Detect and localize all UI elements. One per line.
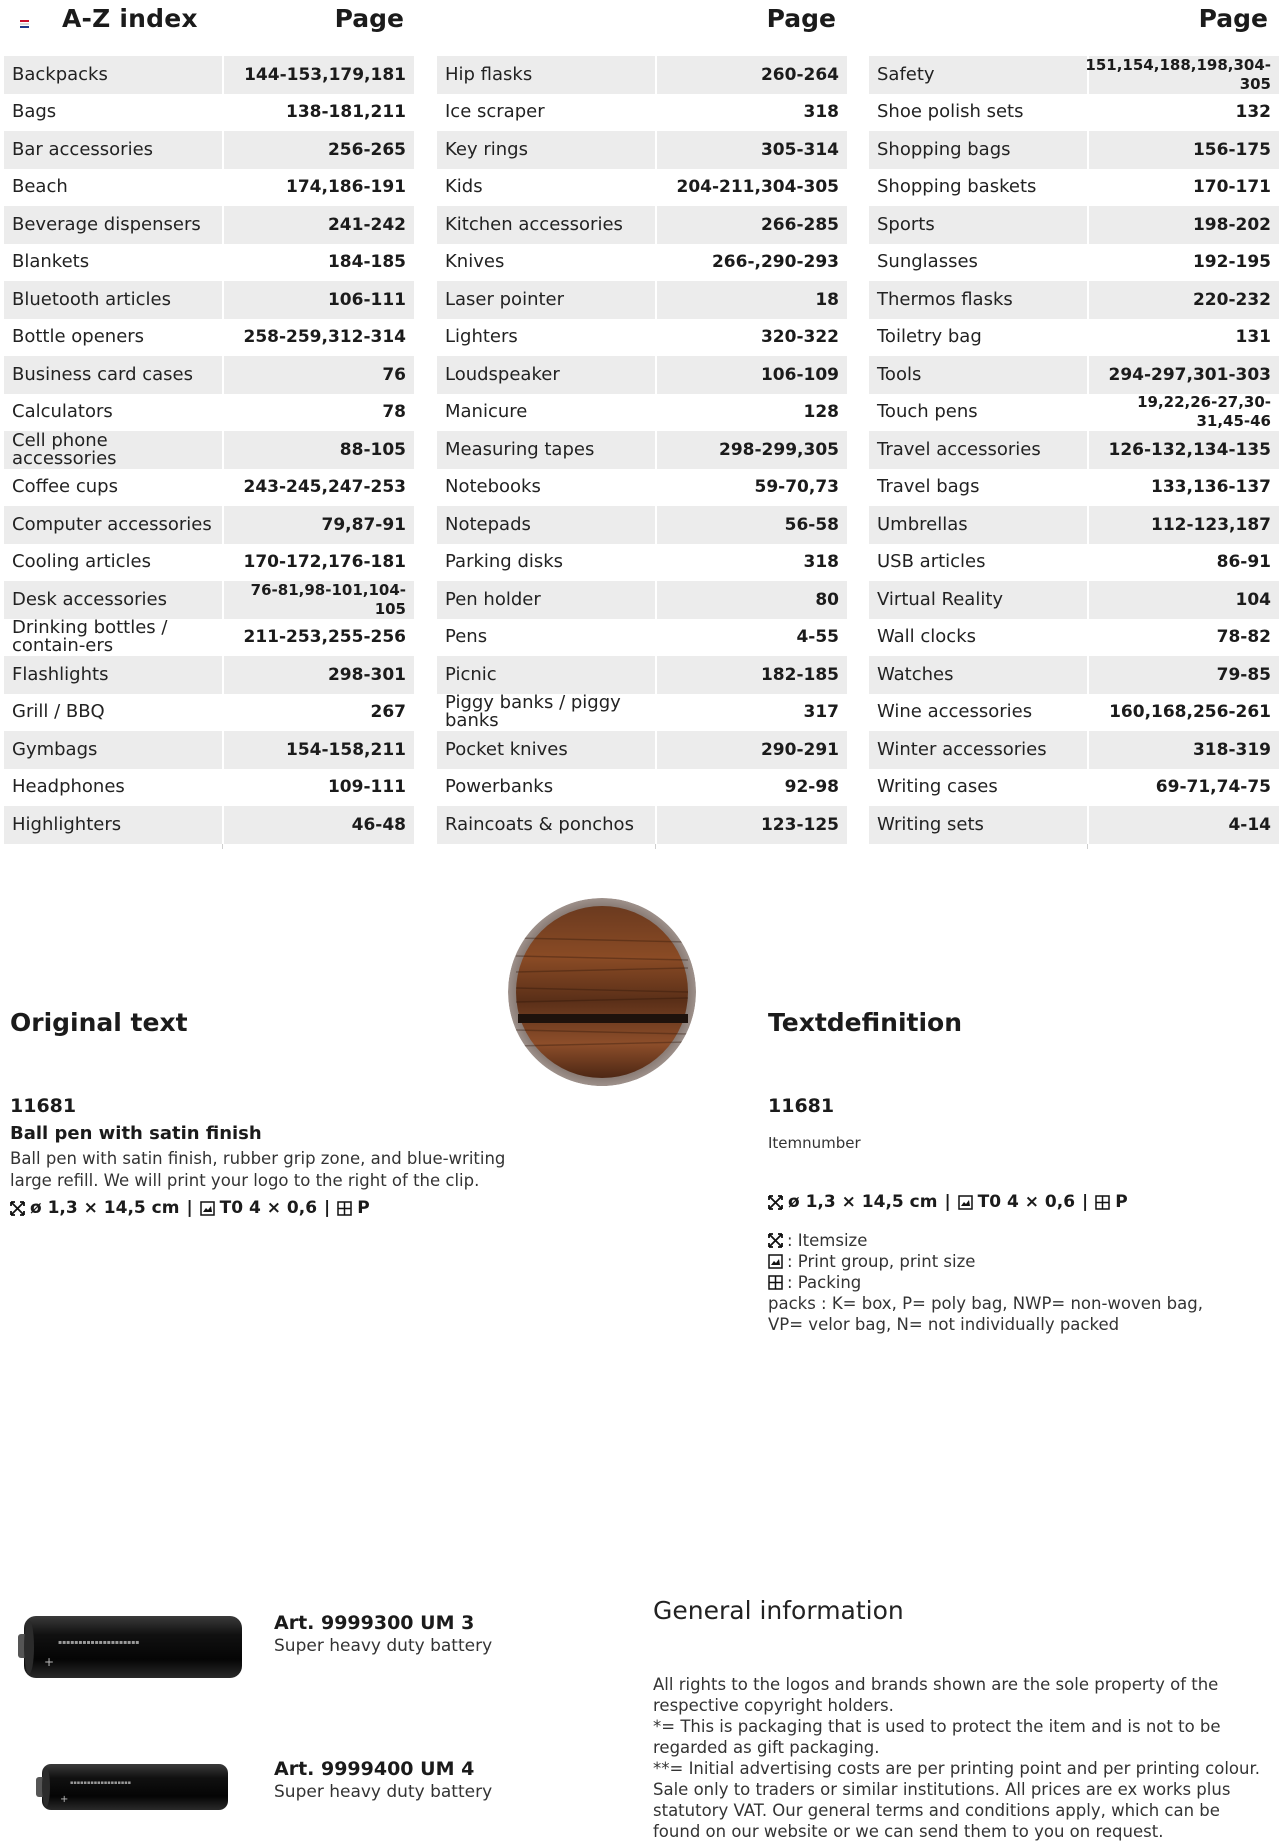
index-entry-name: Parking disks (445, 551, 564, 573)
index-entry-page: 151,154,188,198,304-305 (1085, 55, 1271, 93)
index-row (437, 694, 847, 732)
index-row (437, 356, 847, 394)
index-entry-name: Travel accessories (877, 438, 1041, 460)
index-row (437, 56, 847, 94)
index-row (869, 244, 1279, 282)
index-row (4, 806, 414, 844)
index-row (4, 656, 414, 694)
legend-packing-text: : Packing (787, 1273, 862, 1292)
index-entry-name: Pen holder (445, 588, 541, 610)
index-entry-page: 182-185 (760, 664, 839, 685)
original-text-title: Original text (10, 1008, 188, 1037)
index-entry-page: 156-175 (1192, 139, 1271, 160)
index-title: A-Z index (62, 4, 198, 33)
index-entry-name: Notebooks (445, 476, 541, 498)
index-row (4, 694, 414, 732)
general-info-line-1: All rights to the logos and brands shown are the sole property of the respective copyright holders. (653, 1675, 1219, 1715)
index-entry-name: Writing cases (877, 776, 998, 798)
packing-icon (337, 1201, 352, 1216)
index-row (869, 356, 1279, 394)
index-row (869, 169, 1279, 207)
packing-icon (1095, 1195, 1110, 1210)
index-entry-page: 112-123,187 (1151, 514, 1271, 535)
index-entry-name: Ice scraper (445, 101, 545, 123)
index-entry-page: 4-14 (1228, 814, 1271, 835)
index-entry-name: Business card cases (12, 363, 194, 385)
index-row (869, 431, 1279, 469)
index-entry-page: 56-58 (784, 514, 839, 535)
index-row (437, 806, 847, 844)
index-entry-page: 192-195 (1192, 252, 1271, 273)
index-row (437, 581, 847, 619)
index-entry-page: 76-81,98-101,104-105 (250, 580, 406, 618)
original-item-description: Ball pen with satin finish, rubber grip zone, and blue-writing large refill. We will print your logo to the right of the clip. (10, 1149, 506, 1190)
index-entry-name: Winter accessories (877, 738, 1047, 760)
item-size-icon (768, 1233, 783, 1248)
index-entry-page: 78-82 (1216, 627, 1271, 648)
index-column-1 (4, 56, 414, 844)
index-row (869, 694, 1279, 732)
index-entry-page: 260-264 (760, 64, 839, 85)
index-entry-page: 138-181,211 (286, 102, 406, 123)
index-entry-name: Piggy banks / piggy banks (445, 692, 621, 732)
index-row (869, 206, 1279, 244)
general-information-title: General information (653, 1596, 904, 1625)
index-entry-page: 79-85 (1216, 664, 1271, 685)
index-entry-name: Kids (445, 176, 483, 198)
index-row (437, 319, 847, 357)
index-row (869, 394, 1279, 432)
index-row (4, 544, 414, 582)
legend-itemsize (768, 1230, 1203, 1251)
index-row (869, 656, 1279, 694)
index-entry-page: 133,136-137 (1151, 477, 1271, 498)
index-row (437, 94, 847, 132)
general-information-text (653, 1674, 1263, 1842)
index-entry-page: 320-322 (760, 327, 839, 348)
index-row (437, 244, 847, 282)
index-entry-name: Shopping bags (877, 138, 1011, 160)
flag-icon (20, 20, 29, 28)
index-entry-page: 131 (1235, 327, 1271, 348)
index-row (437, 394, 847, 432)
index-entry-page: 298-301 (327, 664, 406, 685)
legend-packing (768, 1272, 1203, 1293)
index-row (4, 506, 414, 544)
index-entry-page: 104 (1235, 589, 1271, 610)
index-entry-name: Toiletry bag (877, 326, 982, 348)
item-size-icon (10, 1201, 25, 1216)
pen-detail-image (508, 898, 696, 1086)
index-column-3 (869, 56, 1279, 844)
index-row (437, 544, 847, 582)
index-entry-page: 211-253,255-256 (243, 627, 406, 648)
index-entry-page: 267 (370, 702, 406, 723)
index-entry-name: Beverage dispensers (12, 213, 201, 235)
index-entry-name: Computer accessories (12, 513, 212, 535)
legend-print (768, 1251, 1203, 1272)
index-row (4, 319, 414, 357)
battery-aaa-art-no: Art. 9999400 (274, 1758, 414, 1780)
index-row (869, 56, 1279, 94)
index-entry-name: Backpacks (12, 63, 108, 85)
index-entry-page: 160,168,256-261 (1109, 702, 1271, 723)
general-info-line-3: **= Initial advertising costs are per printing point and per printing colour. (653, 1759, 1260, 1778)
index-row (869, 581, 1279, 619)
index-row (869, 769, 1279, 807)
index-entry-name: Desk accessories (12, 588, 167, 610)
index-entry-page: 154-158,211 (286, 739, 406, 760)
index-row (437, 169, 847, 207)
index-entry-page: 266-,290-293 (711, 252, 839, 273)
index-entry-page: 318-319 (1192, 739, 1271, 760)
index-entry-name: Travel bags (877, 476, 980, 498)
index-row (437, 506, 847, 544)
index-entry-name: Knives (445, 251, 505, 273)
spec-legend (768, 1230, 1203, 1335)
index-row (4, 356, 414, 394)
index-entry-name: Powerbanks (445, 776, 554, 798)
index-entry-page: 106-109 (760, 364, 839, 385)
index-row (437, 619, 847, 657)
index-entry-page: 106-111 (327, 289, 406, 310)
index-row (437, 281, 847, 319)
original-pack-value: P (357, 1198, 370, 1218)
index-row (437, 431, 847, 469)
battery-aa-um: UM 3 (420, 1612, 475, 1634)
index-entry-name: Writing sets (877, 813, 984, 835)
page-heading-col2: Page (766, 4, 836, 33)
original-item-name: Ball pen with satin finish (10, 1123, 262, 1144)
page-heading-col3: Page (1198, 4, 1268, 33)
index-row (4, 394, 414, 432)
definition-item-number: 11681 (768, 1095, 835, 1117)
itemnumber-label: Itemnumber (768, 1134, 861, 1152)
index-entry-page: 86-91 (1216, 552, 1271, 573)
legend-itemsize-text: : Itemsize (787, 1231, 868, 1250)
index-row (869, 319, 1279, 357)
index-entry-page: 79,87-91 (321, 514, 406, 535)
index-row (869, 94, 1279, 132)
index-entry-name: Laser pointer (445, 288, 565, 310)
index-entry-name: Safety (877, 63, 935, 85)
index-entry-name: Calculators (12, 401, 113, 423)
print-group-icon (958, 1195, 973, 1210)
index-entry-page: 123-125 (760, 814, 839, 835)
index-entry-page: 170-171 (1192, 177, 1271, 198)
index-entry-page: 318 (803, 552, 839, 573)
definition-print-value: T0 4 × 0,6 (977, 1192, 1076, 1212)
index-entry-page: 305-314 (760, 139, 839, 160)
index-entry-page: 294-297,301-303 (1108, 364, 1271, 385)
textdefinition-title: Textdefinition (768, 1008, 963, 1037)
index-row (4, 769, 414, 807)
index-entry-page: 290-291 (760, 739, 839, 760)
index-entry-name: Pocket knives (445, 738, 568, 760)
index-entry-name: Tools (877, 363, 922, 385)
index-entry-page: 198-202 (1192, 214, 1271, 235)
index-entry-name: Highlighters (12, 813, 122, 835)
battery-aa-article (274, 1612, 474, 1634)
index-entry-name: Bluetooth articles (12, 288, 171, 310)
packing-icon (768, 1275, 783, 1290)
index-entry-page: 18 (815, 289, 839, 310)
index-entry-name: Sunglasses (877, 251, 978, 273)
item-size-icon (768, 1195, 783, 1210)
index-header (0, 0, 1280, 48)
index-entry-name: Picnic (445, 663, 497, 685)
separator: | (324, 1198, 331, 1218)
definition-spec-line (768, 1192, 1128, 1212)
index-entry-name: Flashlights (12, 663, 109, 685)
index-entry-name: Hip flasks (445, 63, 533, 85)
index-entry-name: Bags (12, 101, 57, 123)
index-entry-page: 128 (803, 402, 839, 423)
print-group-icon (200, 1201, 215, 1216)
packs-line-1: packs : K= box, P= poly bag, NWP= non-woven bag, (768, 1294, 1203, 1313)
index-entry-page: 46-48 (351, 814, 406, 835)
index-row (437, 769, 847, 807)
index-row (437, 206, 847, 244)
index-entry-name: Raincoats & ponchos (445, 813, 634, 835)
index-entry-page: 144-153,179,181 (244, 64, 406, 85)
index-entry-name: Coffee cups (12, 476, 118, 498)
index-row (4, 131, 414, 169)
battery-aaa-um: UM 4 (420, 1758, 475, 1780)
battery-aaa-image (36, 1762, 232, 1816)
index-entry-page: 317 (803, 702, 839, 723)
index-entry-page: 132 (1235, 102, 1271, 123)
index-entry-page: 78 (382, 402, 406, 423)
index-entry-name: Wall clocks (877, 626, 977, 648)
index-entry-page: 80 (815, 589, 839, 610)
index-entry-name: Thermos flasks (877, 288, 1013, 310)
index-entry-name: Wine accessories (877, 701, 1033, 723)
index-entry-page: 184-185 (327, 252, 406, 273)
index-entry-name: Headphones (12, 776, 125, 798)
index-row (437, 731, 847, 769)
index-entry-page: 266-285 (760, 214, 839, 235)
index-entry-name: Sports (877, 213, 935, 235)
index-entry-name: Lighters (445, 326, 518, 348)
index-entry-name: Umbrellas (877, 513, 968, 535)
index-row (437, 656, 847, 694)
battery-aa-image (18, 1614, 248, 1684)
index-entry-name: Cooling articles (12, 551, 151, 573)
index-row (869, 506, 1279, 544)
index-entry-page: 109-111 (327, 777, 406, 798)
index-entry-page: 69-71,74-75 (1155, 777, 1271, 798)
index-entry-name: Kitchen accessories (445, 213, 623, 235)
index-entry-name: Beach (12, 176, 68, 198)
index-entry-page: 298-299,305 (719, 439, 839, 460)
print-group-icon (768, 1254, 783, 1269)
index-row (869, 131, 1279, 169)
index-row (4, 206, 414, 244)
index-entry-name: Notepads (445, 513, 531, 535)
index-row (869, 619, 1279, 657)
general-info-line-4: Sale only to traders or similar institutions. All prices are ex works plus statutory VAT. Our general terms and conditions apply, which can be found on our website or we can send them to you on request. (653, 1780, 1231, 1841)
general-info-line-2: *= This is packaging that is used to protect the item and is not to be regarded as gift packaging. (653, 1717, 1221, 1757)
index-entry-name: Drinking bottles / contain-ers (12, 617, 168, 657)
battery-aa-description: Super heavy duty battery (274, 1636, 493, 1656)
index-entry-page: 220-232 (1192, 289, 1271, 310)
index-entry-page: 243-245,247-253 (243, 477, 406, 498)
index-row (437, 469, 847, 507)
index-entry-page: 204-211,304-305 (676, 177, 839, 198)
index-entry-name: Bottle openers (12, 326, 145, 348)
index-entry-name: Shopping baskets (877, 176, 1037, 198)
page-heading-col1: Page (334, 4, 404, 33)
index-entry-page: 19,22,26-27,30-31,45-46 (1137, 393, 1271, 431)
index-row (4, 169, 414, 207)
index-row (869, 731, 1279, 769)
original-print-value: T0 4 × 0,6 (219, 1198, 318, 1218)
index-row (4, 244, 414, 282)
index-row (869, 544, 1279, 582)
index-entry-page: 76 (382, 364, 406, 385)
index-entry-name: Bar accessories (12, 138, 154, 160)
index-row (4, 431, 414, 469)
original-item-number: 11681 (10, 1095, 77, 1117)
index-entry-name: Touch pens (877, 401, 978, 423)
battery-aaa-article (274, 1758, 474, 1780)
index-entry-page: 92-98 (784, 777, 839, 798)
index-row (4, 281, 414, 319)
original-size-value: ø 1,3 × 14,5 cm (30, 1198, 180, 1218)
index-entry-page: 59-70,73 (754, 477, 839, 498)
separator: | (186, 1198, 193, 1218)
index-entry-page: 241-242 (327, 214, 406, 235)
index-entry-name: Watches (877, 663, 954, 685)
index-row (4, 581, 414, 619)
packs-line-2: VP= velor bag, N= not individually packed (768, 1315, 1120, 1334)
index-entry-page: 256-265 (327, 139, 406, 160)
index-row (4, 469, 414, 507)
index-entry-name: Measuring tapes (445, 438, 595, 460)
battery-aa-art-no: Art. 9999300 (274, 1612, 414, 1634)
index-entry-name: Blankets (12, 251, 90, 273)
separator: | (1082, 1192, 1089, 1212)
battery-aaa-description: Super heavy duty battery (274, 1782, 493, 1802)
legend-print-text: : Print group, print size (787, 1252, 976, 1271)
index-row (437, 131, 847, 169)
definition-size-value: ø 1,3 × 14,5 cm (788, 1192, 938, 1212)
svg-text:▪▪▪▪▪▪▪▪▪▪▪▪▪▪▪▪▪▪: ▪▪▪▪▪▪▪▪▪▪▪▪▪▪▪▪▪▪ (70, 1780, 131, 1786)
index-entry-page: 318 (803, 102, 839, 123)
index-entry-name: Manicure (445, 401, 528, 423)
index-entry-name: Key rings (445, 138, 528, 160)
index-entry-name: Cell phone accessories (12, 429, 117, 469)
definition-pack-value: P (1115, 1192, 1128, 1212)
index-entry-name: Grill / BBQ (12, 701, 105, 723)
index-row (4, 619, 414, 657)
index-entry-page: 170-172,176-181 (243, 552, 406, 573)
index-entry-page: 174,186-191 (286, 177, 406, 198)
index-row (4, 56, 414, 94)
index-entry-page: 126-132,134-135 (1108, 439, 1271, 460)
index-entry-name: Gymbags (12, 738, 98, 760)
index-row (4, 731, 414, 769)
index-entry-page: 88-105 (339, 439, 406, 460)
svg-text:▪▪▪▪▪▪▪▪▪▪▪▪▪▪▪▪▪▪▪▪: ▪▪▪▪▪▪▪▪▪▪▪▪▪▪▪▪▪▪▪▪ (58, 1639, 140, 1646)
index-row (869, 469, 1279, 507)
index-column-2 (437, 56, 847, 844)
index-entry-name: Loudspeaker (445, 363, 560, 385)
index-entry-name: Pens (445, 626, 488, 648)
svg-text:+: + (44, 1655, 55, 1669)
index-entry-page: 258-259,312-314 (243, 327, 406, 348)
index-entry-name: USB articles (877, 551, 986, 573)
svg-text:+: + (60, 1794, 69, 1805)
index-entry-name: Virtual Reality (877, 588, 1004, 610)
index-row (4, 94, 414, 132)
original-spec-line (10, 1198, 370, 1218)
index-row (869, 806, 1279, 844)
index-row (869, 281, 1279, 319)
separator: | (944, 1192, 951, 1212)
index-entry-name: Shoe polish sets (877, 101, 1024, 123)
index-entry-page: 4-55 (796, 627, 839, 648)
